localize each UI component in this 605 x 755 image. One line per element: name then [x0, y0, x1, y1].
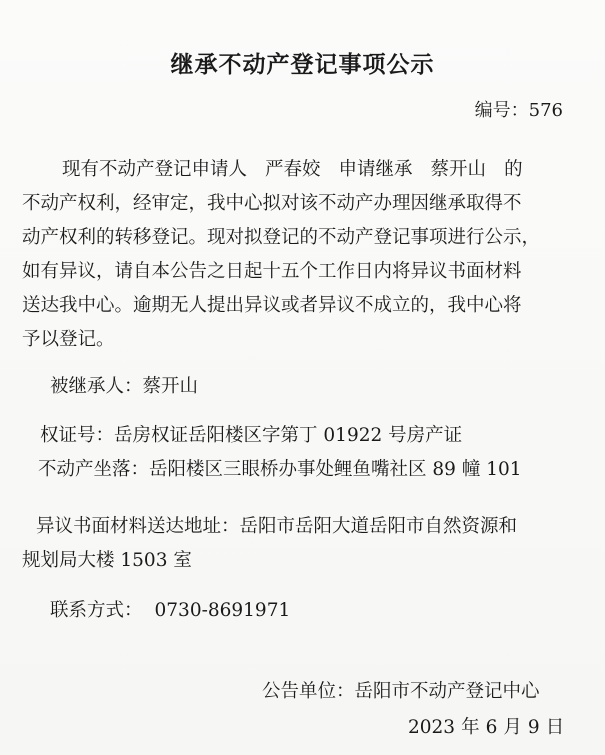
date-day-unit: 日 — [545, 717, 565, 738]
address-line-2: 规划局大楼 1503 室 — [22, 550, 192, 571]
address-line-1: 异议书面材料送达地址：岳阳市岳阳大道岳阳市自然资源和 — [36, 516, 518, 537]
inherit-text: 申请继承 — [338, 159, 413, 180]
location-label: 不动产坐落： — [38, 459, 150, 480]
issuer — [262, 677, 540, 703]
issuer-label: 公告单位： — [262, 681, 355, 702]
contact-label: 联系方式： — [50, 600, 143, 621]
body-line-5: 送达我中心。逾期无人提出异议或者异议不成立的，我中心将 — [22, 295, 522, 316]
date-day: 9 — [527, 717, 540, 738]
issuer-value: 岳阳市不动产登记中心 — [354, 681, 540, 702]
location-field — [38, 455, 522, 481]
body-line-6: 予以登记。 — [22, 329, 115, 350]
body-line-4: 如有异议，请自本公告之日起十五个工作日内将异议书面材料 — [22, 261, 522, 282]
body-line-2: 不动产权利，经审定，我中心拟对该不动产办理因继承取得不 — [22, 193, 522, 214]
notice-body — [22, 153, 590, 357]
certificate-field — [40, 421, 462, 447]
decedent-field — [50, 372, 198, 398]
contact-phone: 0730-8691971 — [154, 600, 291, 621]
page-title: 继承不动产登记事项公示 — [170, 52, 435, 78]
date-month: 6 — [485, 717, 498, 738]
decedent-name-inline: 蔡开山 — [430, 159, 487, 180]
body-line-3: 动产权利的转移登记。现对拟登记的不动产登记事项进行公示， — [22, 227, 541, 248]
notice-date — [408, 713, 570, 739]
date-month-unit: 月 — [503, 717, 522, 738]
serial-label: 编号： — [474, 100, 529, 121]
serial-value: 576 — [528, 100, 563, 121]
location-value: 岳阳楼区三眼桥办事处鲤鱼嘴社区 89 幢 101 — [149, 459, 522, 480]
objection-address — [22, 510, 592, 578]
applicant-name: 严春姣 — [265, 159, 321, 180]
contact-info — [50, 596, 290, 622]
decedent-label: 被继承人： — [50, 376, 143, 397]
particle-text: 的 — [504, 159, 523, 180]
date-year-unit: 年 — [461, 717, 480, 738]
certificate-label: 权证号： — [40, 425, 115, 446]
date-year: 2023 — [408, 717, 456, 738]
body-line-1 — [22, 153, 590, 187]
decedent-value: 蔡开山 — [142, 376, 199, 397]
serial-number — [475, 96, 563, 122]
certificate-value: 岳房权证岳阳楼区字第丁 01922 号房产证 — [114, 425, 463, 446]
applicant-intro: 现有不动产登记申请人 — [62, 159, 248, 180]
